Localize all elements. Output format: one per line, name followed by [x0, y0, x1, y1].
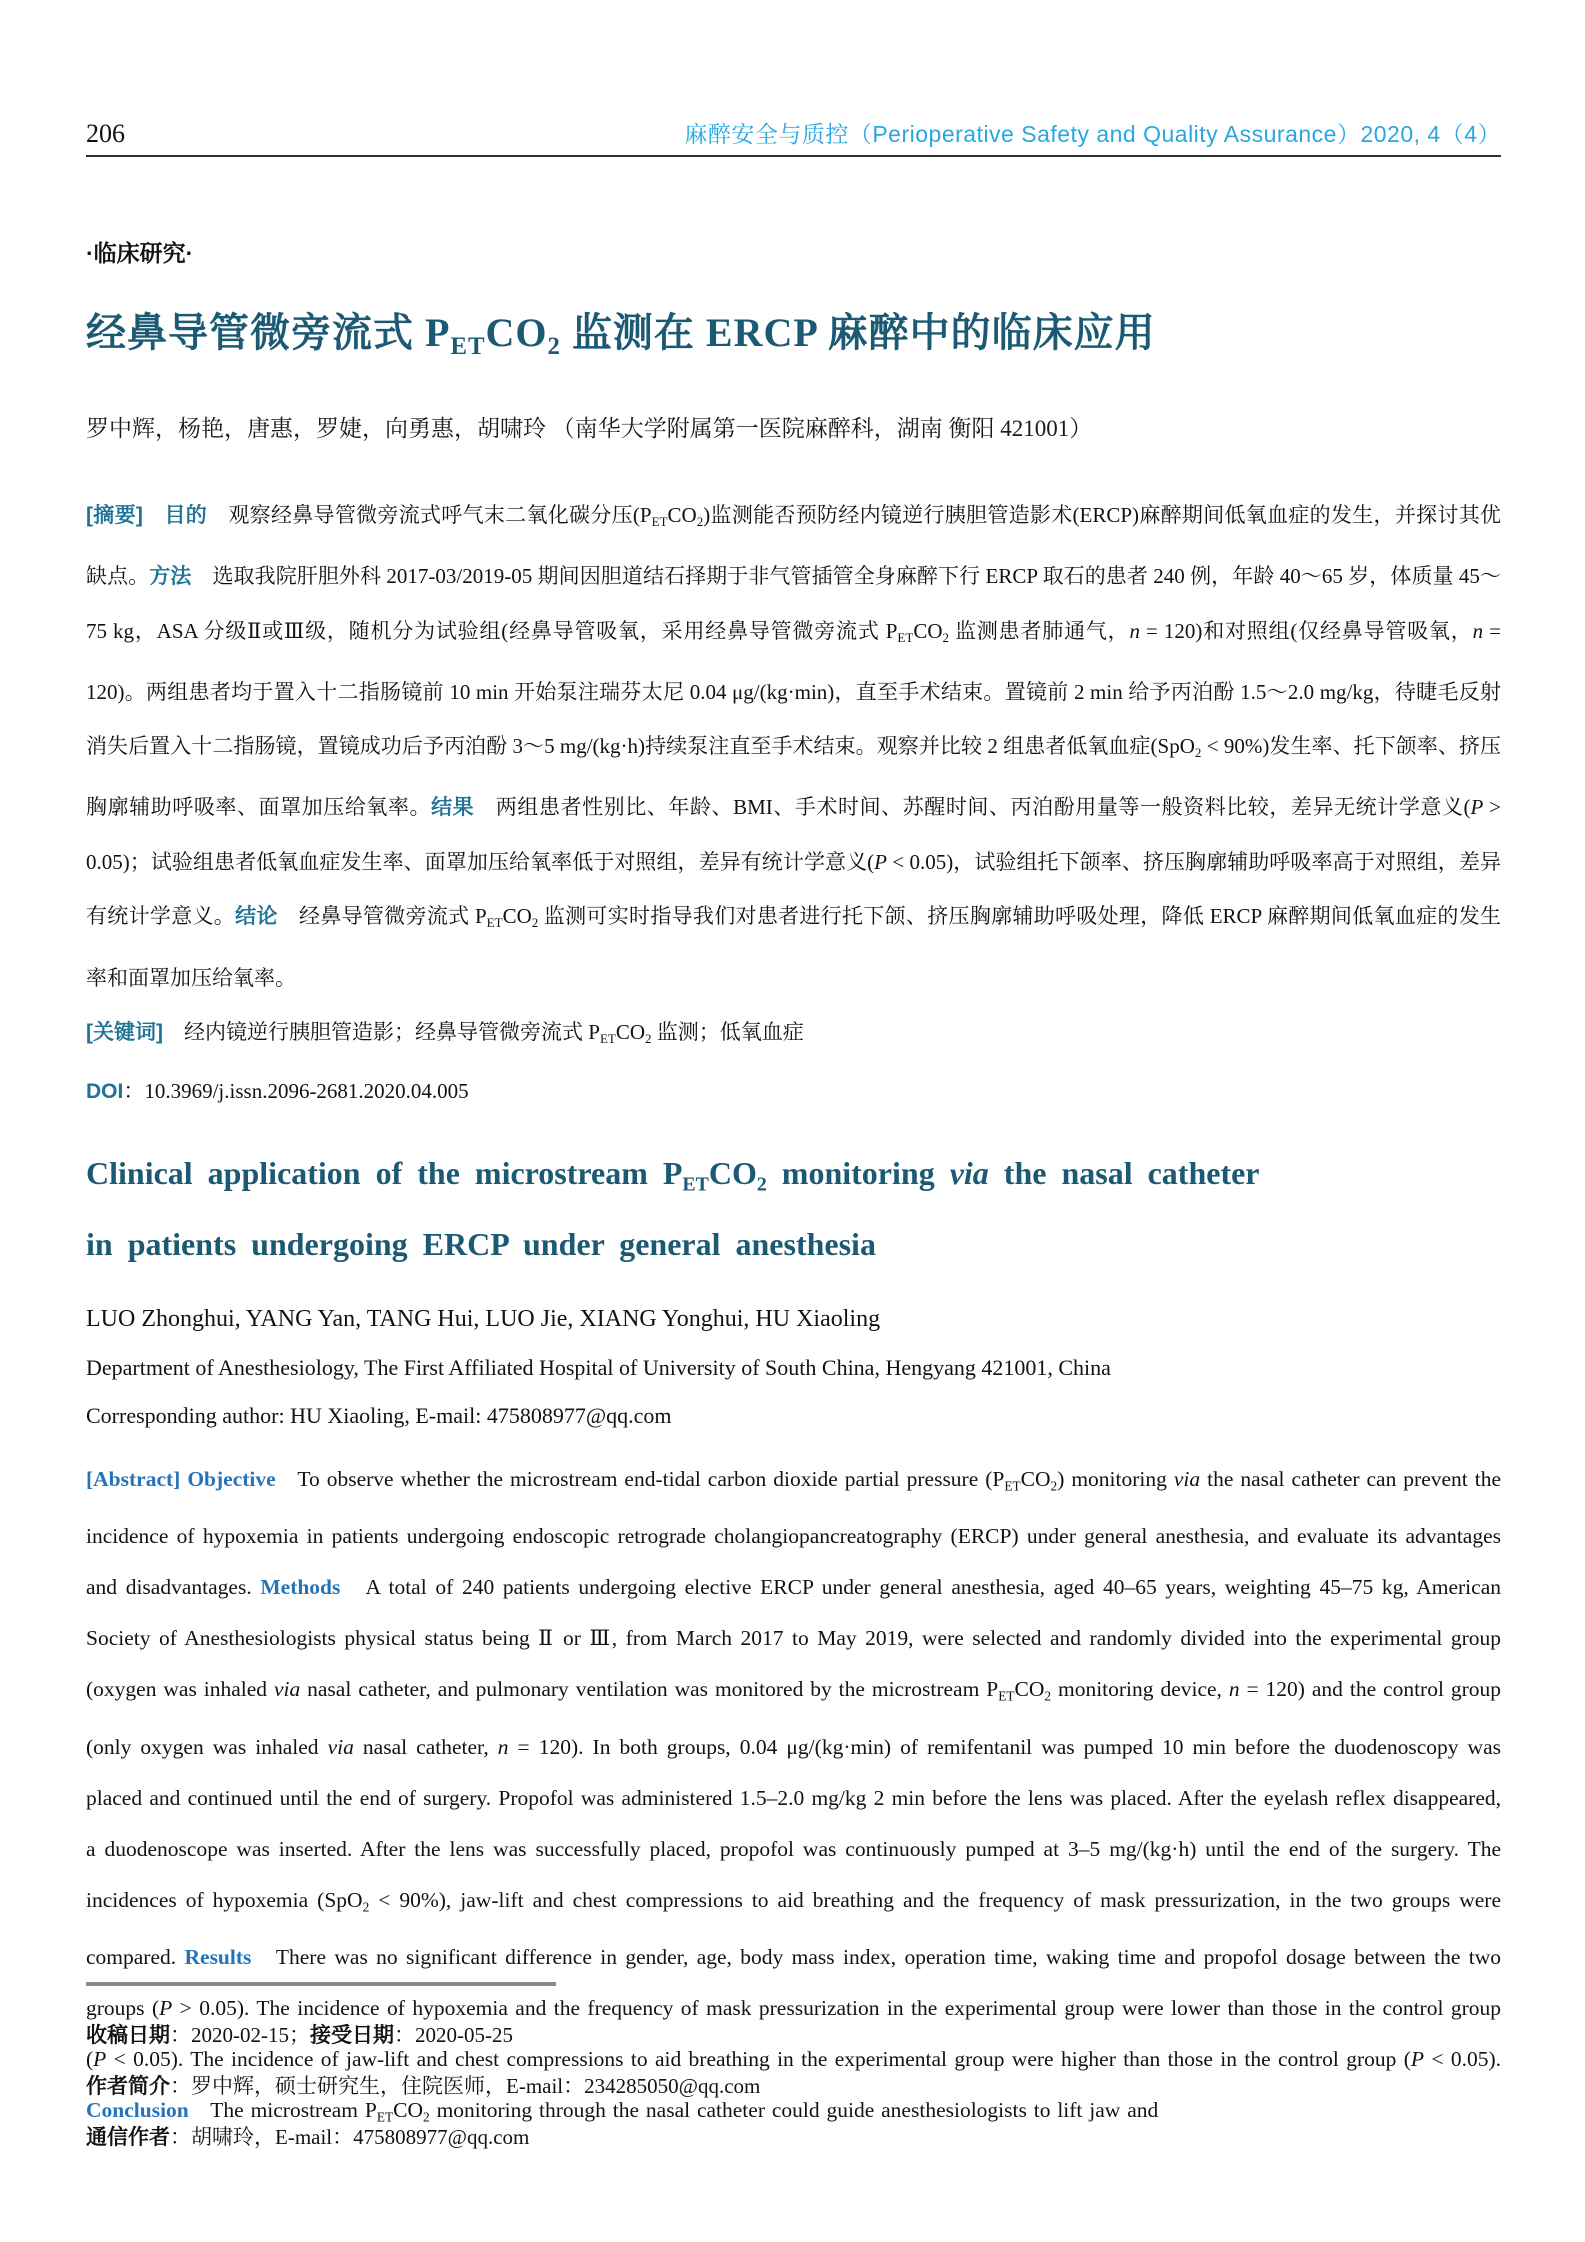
english-author-block [86, 1294, 1501, 1440]
journal-title: 麻醉安全与质控（Perioperative Safety and Quality Assurance）2020, 4（4） [684, 121, 1501, 147]
received-dates: 收稿日期：2020-02-15；接受日期：2020-05-25 [86, 2023, 513, 2047]
author-bio: 作者简介：罗中辉，硕士研究生，住院医师，E-mail：234285050@qq.com [86, 2074, 761, 2098]
article-title-en: Clinical application of the microstream $P_{ET}CO_2$ monitoring via the nasal catheter in patients undergoing ERCP under general anesthesia [86, 1154, 1260, 1263]
page-number: 206 [86, 119, 125, 148]
keywords-cn: [关键词] 经内镜逆行胰胆管造影；经鼻导管微旁流式 $P_{ET}CO_2$ 监测；低氧血症 [86, 1019, 804, 1046]
section-marker: ·临床研究· [86, 240, 194, 266]
authors-cn: 罗中辉，杨艳，唐惠，罗婕，向勇惠，胡啸玲 （南华大学附属第一医院麻醉科，湖南 衡阳 421001） [86, 415, 1093, 441]
corresponding-author-cn: 通信作者：胡啸玲，E-mail：475808977@qq.com [86, 2125, 530, 2149]
abstract-en: [Abstract] Objective To observe whether the microstream end-tidal carbon dioxide partial pressure $(P_{ET}CO_2)$ monitoring via the nasal catheter can prevent the incidence of hypoxemia in patients undergoing endoscopic retrograde cholangiopancreatography (ERCP) under general anesthesia, and evaluate its advantages and disadvantages. Methods A total of 240 patients undergoing elective ERCP under general anesthesia, aged 40–65 years, weighting 45–75 kg, American Society of Anesthesiologists physical status being Ⅱ or Ⅲ, from March 2017 to May 2019, were selected and randomly divided into the experimental group (oxygen was inhaled via nasal catheter, and pulmonary ventilation was monitored by the microstream $P_{ET}CO_2$ monitoring device, n = 120) and the control group (only oxygen was inhaled via nasal catheter, n = 120). In both groups, 0.04 μg/(kg·min) of remifentanil was pumped 10 min before the duodenoscopy was placed and continued until the end of surgery. Propofol was administered 1.5–2.0 mg/kg 2 min before the lens was placed. After the eyelash reflex disappeared, a duodenoscope was inserted. After the lens was successfully placed, propofol was continuously pumped at 3–5 mg/(kg·h) until the end of the surgery. The incidences of hypoxemia (SpO$_2$ < 90%), jaw-lift and chest compressions to aid breathing and the frequency of mask pressurization, in the two groups were compared. Results There was no significant difference in gender, age, body mass index, operation time, waking time and propofol dosage between the two groups (P > 0.05). The incidence of hypoxemia and the frequency of mask pressurization in the experimental group were lower than those in the control group (P < 0.05). The incidence of jaw-lift and chest compressions to aid breathing in the experimental group were higher than those in the control group (P < 0.05). Conclusion The microstream $P_{ET}CO_2$ monitoring through the nasal catheter could guide anesthesiologists to lift jaw and [86, 1467, 1502, 2125]
footnote-block [86, 1982, 1501, 2163]
affiliation-en: Department of Anesthesiology, The First Affiliated Hospital of University of South China, Hengyang 421001, China [86, 1355, 1111, 1381]
doi-line: DOI：10.3969/j.issn.2096-2681.2020.04.005 [86, 1078, 469, 1103]
footnote-rule [86, 1982, 556, 1986]
corresponding-author-en: Corresponding author: HU Xiaoling, E-mail: 475808977@qq.com [86, 1403, 672, 1429]
abstract-cn: [摘要] 目的 观察经鼻导管微旁流式呼气末二氧化碳分压$(P_{ET}CO_2)$监测能否预防经内镜逆行胰胆管造影术(ERCP)麻醉期间低氧血症的发生，并探讨其优缺点。方法 选取我院肝胆外科 2017-03/2019-05 期间因胆道结石择期于非气管插管全身麻醉下行 ERCP 取石的患者 240 例，年龄 40～65 岁，体质量 45～75 kg，ASA 分级Ⅱ或Ⅲ级，随机分为试验组(经鼻导管吸氧，采用经鼻导管微旁流式 $P_{ET}CO_2$ 监测患者肺通气，n = 120)和对照组(仅经鼻导管吸氧，n = 120)。两组患者均于置入十二指肠镜前 10 min 开始泵注瑞芬太尼 0.04 μg/(kg·min)，直至手术结束。置镜前 2 min 给予丙泊酚 1.5～2.0 mg/kg，待睫毛反射消失后置入十二指肠镜，置镜成功后予丙泊酚 3～5 mg/(kg·h)持续泵注直至手术结束。观察并比较 2 组患者低氧血症(SpO$_2$ < 90%)发生率、托下颌率、挤压胸廓辅助呼吸率、面罩加压给氧率。结果 两组患者性别比、年龄、BMI、手术时间、苏醒时间、丙泊酚用量等一般资料比较，差异无统计学意义(P > 0.05)；试验组患者低氧血症发生率、面罩加压给氧率低于对照组，差异有统计学意义(P < 0.05)，试验组托下颌率、挤压胸廓辅助呼吸率高于对照组，差异有统计学意义。结论 经鼻导管微旁流式 $P_{ET}CO_2$ 监测可实时指导我们对患者进行托下颌、挤压胸廓辅助呼吸处理，降低 ERCP 麻醉期间低氧血症的发生率和面罩加压给氧率。 [86, 502, 1502, 990]
article-title-cn: 经鼻导管微旁流式 $P_{ET}CO_2$ 监测在 ERCP 麻醉中的临床应用 [86, 310, 1156, 360]
authors-en: LUO Zhonghui, YANG Yan, TANG Hui, LUO Jie, XIANG Yonghui, HU Xiaoling [86, 1306, 881, 1333]
page-header [86, 120, 1501, 157]
